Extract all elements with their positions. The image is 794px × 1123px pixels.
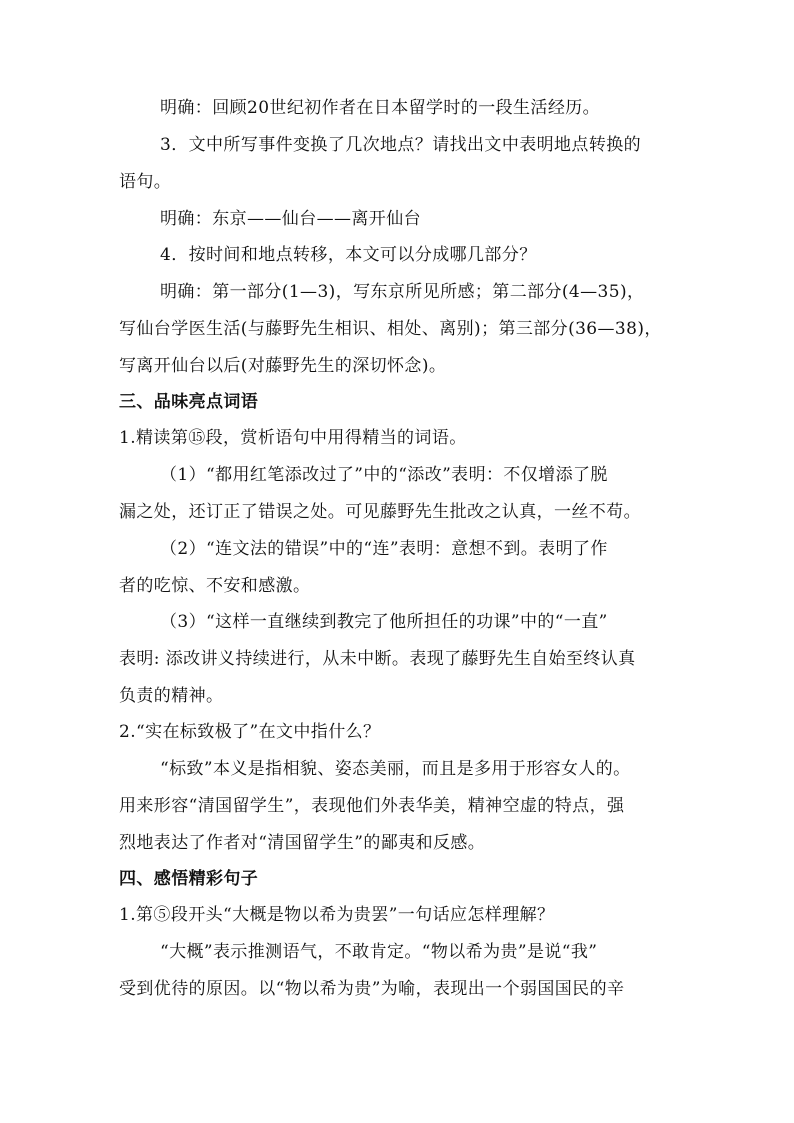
- sentence-1-answer-line-1: “大概”表示推测语气，不敢肯定。“物以希为贵”是说“我”: [160, 942, 598, 962]
- item-1-point-3-line-1: （3）“这样一直继续到教完了他所担任的功课”中的“一直”: [160, 612, 608, 632]
- question-3-line-2: 语句。: [119, 172, 172, 192]
- item-2-answer-line-2: 用来形容“清国留学生”，表现他们外表华美，精神空虚的特点，强: [119, 796, 625, 816]
- answer-line-2: 明确：东京——仙台——离开仙台: [160, 209, 421, 229]
- question-3-line-1: 3．文中所写事件变换了几次地点？请找出文中表明地点转换的: [160, 135, 642, 155]
- item-1-point-2-line-2: 者的吃惊、不安和感激。: [119, 576, 311, 596]
- answer-line-5: 写离开仙台以后(对藤野先生的深切怀念)。: [119, 356, 447, 376]
- answer-line-4: 写仙台学医生活(与藤野先生相识、相处、离别)；第三部分(36—38)，: [119, 319, 662, 339]
- item-2-answer-line-1: “标致”本义是指相貌、姿态美丽，而且是多用于形容女人的。: [160, 759, 631, 779]
- item-1-point-1-line-2: 漏之处，还订正了错误之处。可见藤野先生批改之认真，一丝不苟。: [119, 502, 641, 522]
- item-1-point-2-line-1: （2）“连文法的错误”中的“连”表明：意想不到。表明了作: [160, 539, 608, 559]
- item-1-point-1-line-1: （1）“都用红笔添改过了”中的“添改”表明：不仅增添了脱: [160, 465, 608, 485]
- item-1-point-3-line-2: 表明: 添改讲义持续进行，从未中断。表现了藤野先生自始至终认真: [119, 649, 636, 669]
- sentence-1-answer-line-2: 受到优待的原因。以“物以希为贵”为喻，表现出一个弱国国民的辛: [119, 979, 625, 999]
- sentence-1-title: 1.第⑤段开头“大概是物以希为贵罢”一句话应怎样理解？: [119, 905, 555, 925]
- answer-line-1: 明确：回顾20世纪初作者在日本留学时的一段生活经历。: [160, 98, 601, 118]
- section-heading-4: 四、感悟精彩句子: [119, 869, 259, 889]
- answer-line-3: 明确：第一部分(1—3)，写东京所见所感；第二部分(4—35)，: [160, 282, 645, 302]
- item-2-title: 2.“实在标致极了”在文中指什么？: [119, 722, 381, 742]
- item-2-answer-line-3: 烈地表达了作者对“清国留学生”的鄙夷和反感。: [119, 833, 486, 853]
- item-1-title: 1.精读第⑮段，赏析语句中用得精当的词语。: [119, 428, 467, 448]
- section-heading-3: 三、品味亮点词语: [119, 392, 259, 412]
- question-4-line: 4．按时间和地点转移，本文可以分成哪几部分？: [160, 245, 537, 265]
- item-1-point-3-line-3: 负责的精神。: [119, 686, 224, 706]
